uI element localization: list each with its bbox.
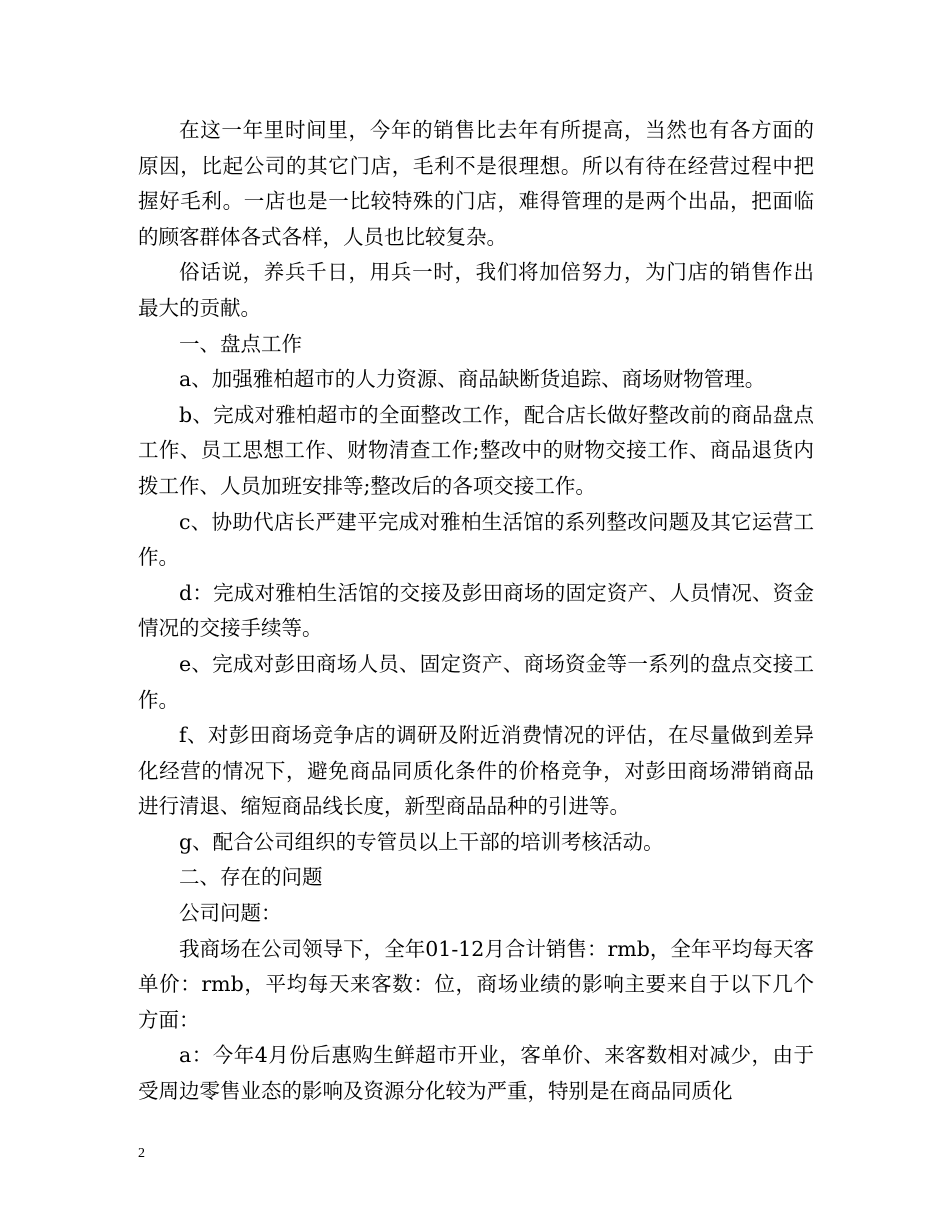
document-body (138, 113, 814, 1110)
subheading-company-problems: 公司问题： (179, 901, 282, 926)
list-item-f: f、对彭田商场竞争店的调研及附近消费情况的评估，在尽量做到差异化经营的情况下，避免商品同质化条件的价格竞争，对彭田商场滞销商品进行清退、缩短商品线长度，新型商品品种的引进等。 (138, 723, 814, 819)
list-item-c: c、协助代店长严建平完成对雅柏生活馆的系列整改问题及其它运营工作。 (138, 509, 814, 570)
section-heading-inventory: 一、盘点工作 (179, 331, 302, 356)
list-item-b: b、完成对雅柏超市的全面整改工作，配合店长做好整改前的商品盘点工作、员工思想工作、财物清查工作;整改中的财物交接工作、商品退货内拨工作、人员加班安排等;整改后的各项交接工作。 (138, 402, 814, 498)
paragraph-intro: 在这一年里时间里，今年的销售比去年有所提高，当然也有各方面的原因，比起公司的其它门店，毛利不是很理想。所以有待在经营过程中把握好毛利。一店也是一比较特殊的门店，难得管理的是两个出品，把面临的顾客群体各式各样，人员也比较复杂。 (138, 118, 814, 249)
list-item-problem-a: a：今年4月份后惠购生鲜超市开业，客单价、来客数相对减少，由于受周边零售业态的影响及资源分化较为严重，特别是在商品同质化 (138, 1043, 814, 1104)
list-item-a: a、加强雅柏超市的人力资源、商品缺断货追踪、商场财物管理。 (179, 367, 766, 392)
list-item-e: e、完成对彭田商场人员、固定资产、商场资金等一系列的盘点交接工作。 (138, 651, 814, 712)
paragraph-sales-summary: 我商场在公司领导下，全年01-12月合计销售：rmb，全年平均每天客单价：rmb，平均每天来客数：位，商场业绩的影响主要来自于以下几个方面： (138, 936, 814, 1032)
paragraph-saying: 俗话说，养兵千日，用兵一时，我们将加倍努力，为门店的销售作出最大的贡献。 (138, 260, 814, 320)
list-item-g: g、配合公司组织的专管员以上干部的培训考核活动。 (179, 829, 664, 854)
page-number: 2 (138, 1146, 145, 1161)
section-heading-problems: 二、存在的问题 (179, 865, 323, 890)
list-item-d: d：完成对雅柏生活馆的交接及彭田商场的固定资产、人员情况、资金情况的交接手续等。 (138, 580, 814, 641)
